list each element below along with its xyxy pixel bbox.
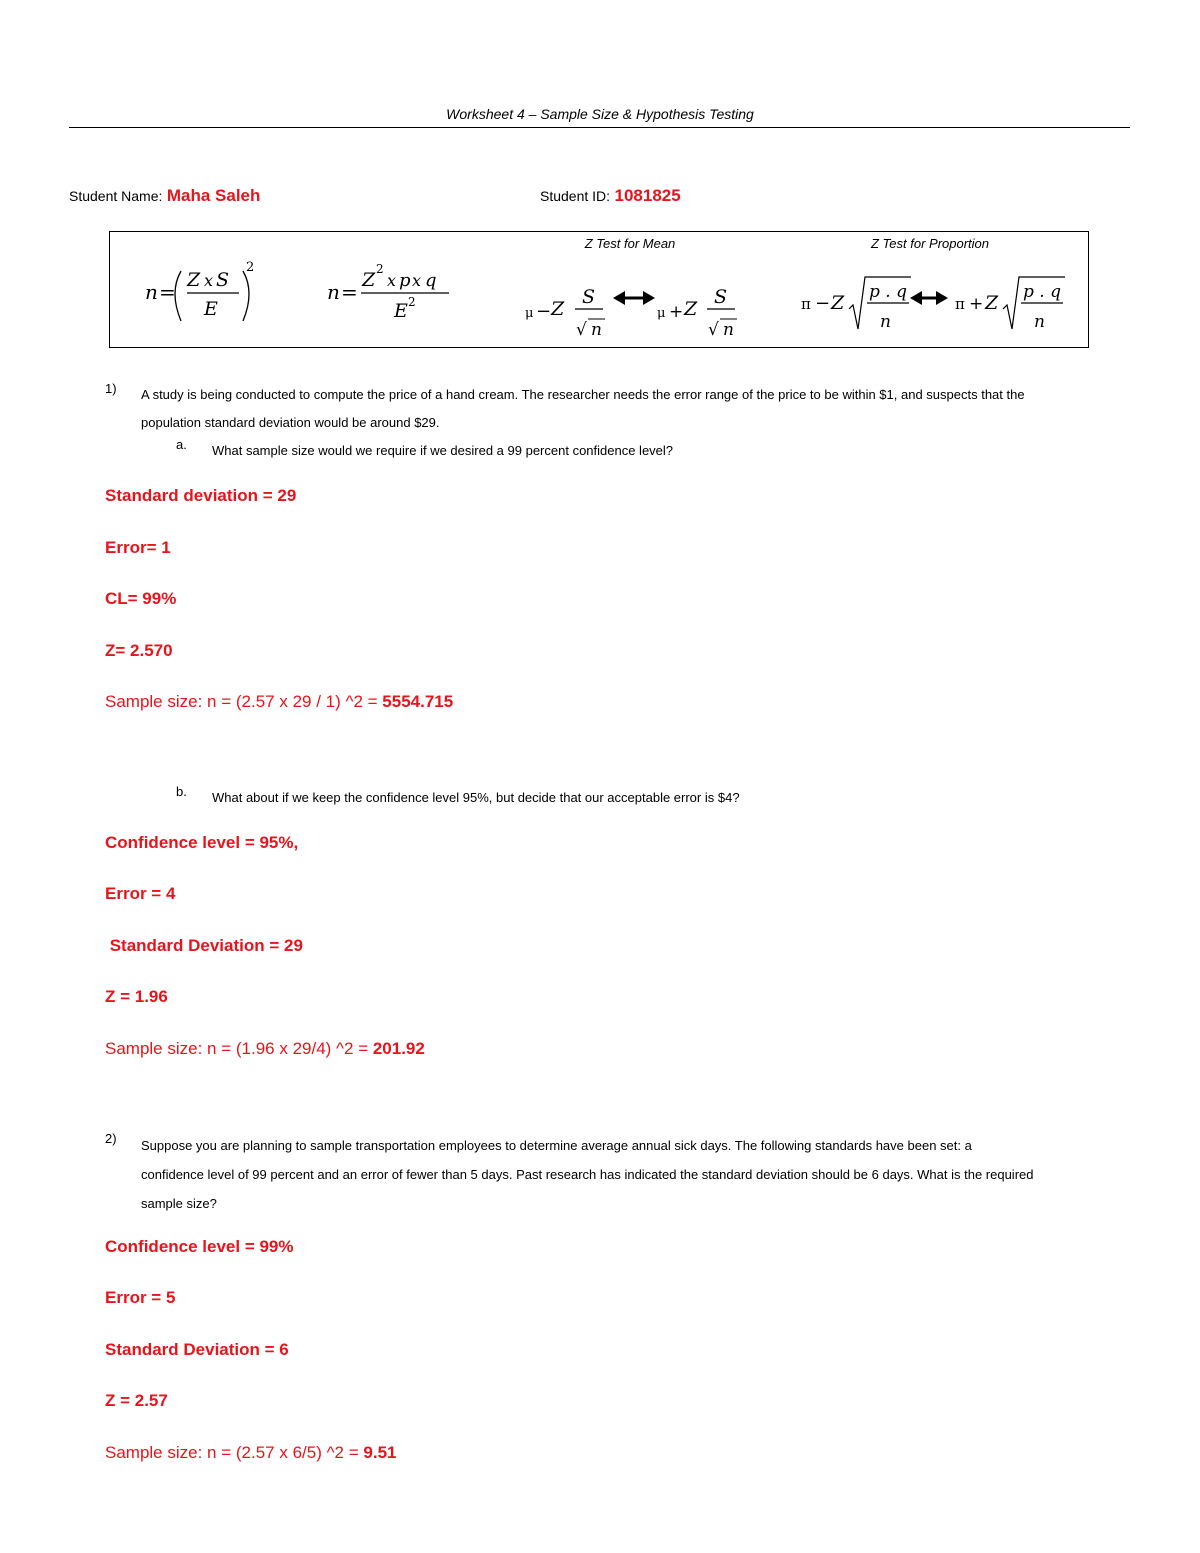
answer-line: CL= 99% bbox=[105, 589, 177, 608]
sample-size-result bbox=[105, 1443, 396, 1463]
svg-text:n: n bbox=[880, 312, 891, 332]
svg-text:S: S bbox=[582, 286, 596, 308]
mean-test-caption: Z Test for Mean bbox=[584, 236, 676, 251]
question-text-line: population standard deviation would be around $29. bbox=[141, 415, 440, 430]
answer-line: Error = 5 bbox=[105, 1288, 176, 1307]
proportion-interval-formula bbox=[801, 277, 1065, 332]
svg-text:n: n bbox=[591, 320, 602, 340]
answer-line: Standard Deviation = 6 bbox=[105, 1340, 289, 1359]
svg-text:x: x bbox=[387, 271, 397, 290]
answer-line: Z = 1.96 bbox=[105, 987, 168, 1006]
svg-text:n: n bbox=[327, 280, 340, 304]
proportion-test-caption: Z Test for Proportion bbox=[870, 236, 989, 251]
student-name-label: Student Name: bbox=[69, 188, 163, 204]
svg-text:√: √ bbox=[576, 320, 587, 340]
part-text: What about if we keep the confidence level 95%, but decide that our acceptable error is $4? bbox=[212, 790, 740, 805]
svg-text:x: x bbox=[412, 271, 422, 290]
svg-text:q: q bbox=[425, 270, 437, 291]
svg-text:Z: Z bbox=[985, 292, 999, 314]
result-formula: Sample size: n = (2.57 x 6/5) ^2 = bbox=[105, 1443, 364, 1462]
answer-line: Error= 1 bbox=[105, 538, 171, 557]
question-text-line: sample size? bbox=[141, 1196, 217, 1211]
result-value: 201.92 bbox=[372, 1039, 425, 1058]
sample-size-mean-formula bbox=[145, 260, 254, 321]
svg-text:n: n bbox=[145, 280, 158, 304]
answer-line: Confidence level = 99% bbox=[105, 1237, 294, 1256]
svg-text:+: + bbox=[969, 294, 984, 314]
svg-text:S: S bbox=[216, 269, 230, 291]
svg-text:n: n bbox=[723, 320, 734, 340]
svg-text:Z: Z bbox=[831, 292, 845, 314]
answer-line: Z= 2.570 bbox=[105, 641, 173, 660]
worksheet-title: Worksheet 4 – Sample Size & Hypothesis Testing bbox=[446, 106, 754, 122]
answer-line: Standard Deviation = 29 bbox=[105, 936, 303, 955]
answer-line: Standard deviation = 29 bbox=[105, 486, 297, 505]
question-text-line: A study is being conducted to compute the price of a hand cream. The researcher needs the error range of the price to be within $1, and suspects that the bbox=[141, 387, 1025, 402]
question-number: 2) bbox=[105, 1131, 117, 1146]
question-text bbox=[141, 381, 1141, 437]
result-formula: Sample size: n = (2.57 x 29 / 1) ^2 = bbox=[105, 692, 383, 711]
part-letter: a. bbox=[176, 437, 187, 452]
svg-text:π: π bbox=[801, 295, 811, 313]
svg-text:p: p bbox=[399, 270, 411, 291]
svg-text:√: √ bbox=[708, 320, 719, 340]
student-id-value: 1081825 bbox=[614, 186, 681, 205]
student-name-row bbox=[69, 186, 260, 206]
svg-text:π: π bbox=[955, 295, 965, 313]
student-name-value: Maha Saleh bbox=[166, 186, 261, 205]
svg-text:Z: Z bbox=[362, 269, 376, 291]
svg-text:n: n bbox=[1034, 312, 1045, 332]
formulas-graphic bbox=[109, 231, 1089, 348]
svg-text:p . q: p . q bbox=[869, 282, 907, 302]
answer-line: Confidence level = 95%, bbox=[105, 833, 299, 852]
answer-line: Z = 2.57 bbox=[105, 1391, 168, 1410]
svg-text:E: E bbox=[394, 300, 408, 322]
sample-size-proportion-formula bbox=[327, 262, 449, 322]
svg-text:+: + bbox=[669, 302, 684, 322]
mean-interval-formula bbox=[525, 286, 737, 340]
student-id-label: Student ID: bbox=[540, 188, 611, 204]
svg-text:μ: μ bbox=[657, 306, 666, 321]
svg-text:μ: μ bbox=[525, 306, 534, 321]
svg-text:Z: Z bbox=[551, 298, 565, 320]
result-formula: Sample size: n = (1.96 x 29/4) ^2 = bbox=[105, 1039, 373, 1058]
svg-text:−: − bbox=[536, 301, 552, 322]
svg-text:=: = bbox=[341, 280, 358, 304]
header-divider bbox=[69, 127, 1130, 128]
svg-text:2: 2 bbox=[376, 262, 384, 276]
svg-text:p . q: p . q bbox=[1023, 282, 1061, 302]
svg-text:=: = bbox=[159, 280, 176, 304]
sample-size-result bbox=[105, 1039, 425, 1059]
svg-text:Z: Z bbox=[187, 269, 201, 291]
part-letter: b. bbox=[176, 784, 187, 799]
sample-size-result bbox=[105, 692, 453, 712]
question-text-line: confidence level of 99 percent and an error of fewer than 5 days. Past research has indicated the standard deviation should be 6 days. What is the required bbox=[141, 1167, 1034, 1182]
answer-line: Error = 4 bbox=[105, 884, 176, 903]
svg-text:E: E bbox=[204, 298, 218, 320]
question-text bbox=[141, 1131, 1141, 1218]
svg-text:x: x bbox=[204, 271, 214, 290]
svg-text:2: 2 bbox=[246, 260, 255, 275]
student-id-row bbox=[540, 186, 681, 206]
question-text-line: Suppose you are planning to sample transportation employees to determine average annual sick days. The following standards have been set: a bbox=[141, 1138, 972, 1153]
result-value: 9.51 bbox=[363, 1443, 397, 1462]
result-value: 5554.715 bbox=[382, 692, 454, 711]
part-text: What sample size would we require if we desired a 99 percent confidence level? bbox=[212, 443, 674, 458]
question-number: 1) bbox=[105, 381, 117, 396]
svg-text:S: S bbox=[714, 286, 728, 308]
svg-text:2: 2 bbox=[408, 295, 416, 309]
svg-text:−: − bbox=[815, 293, 831, 314]
svg-text:Z: Z bbox=[684, 298, 698, 320]
